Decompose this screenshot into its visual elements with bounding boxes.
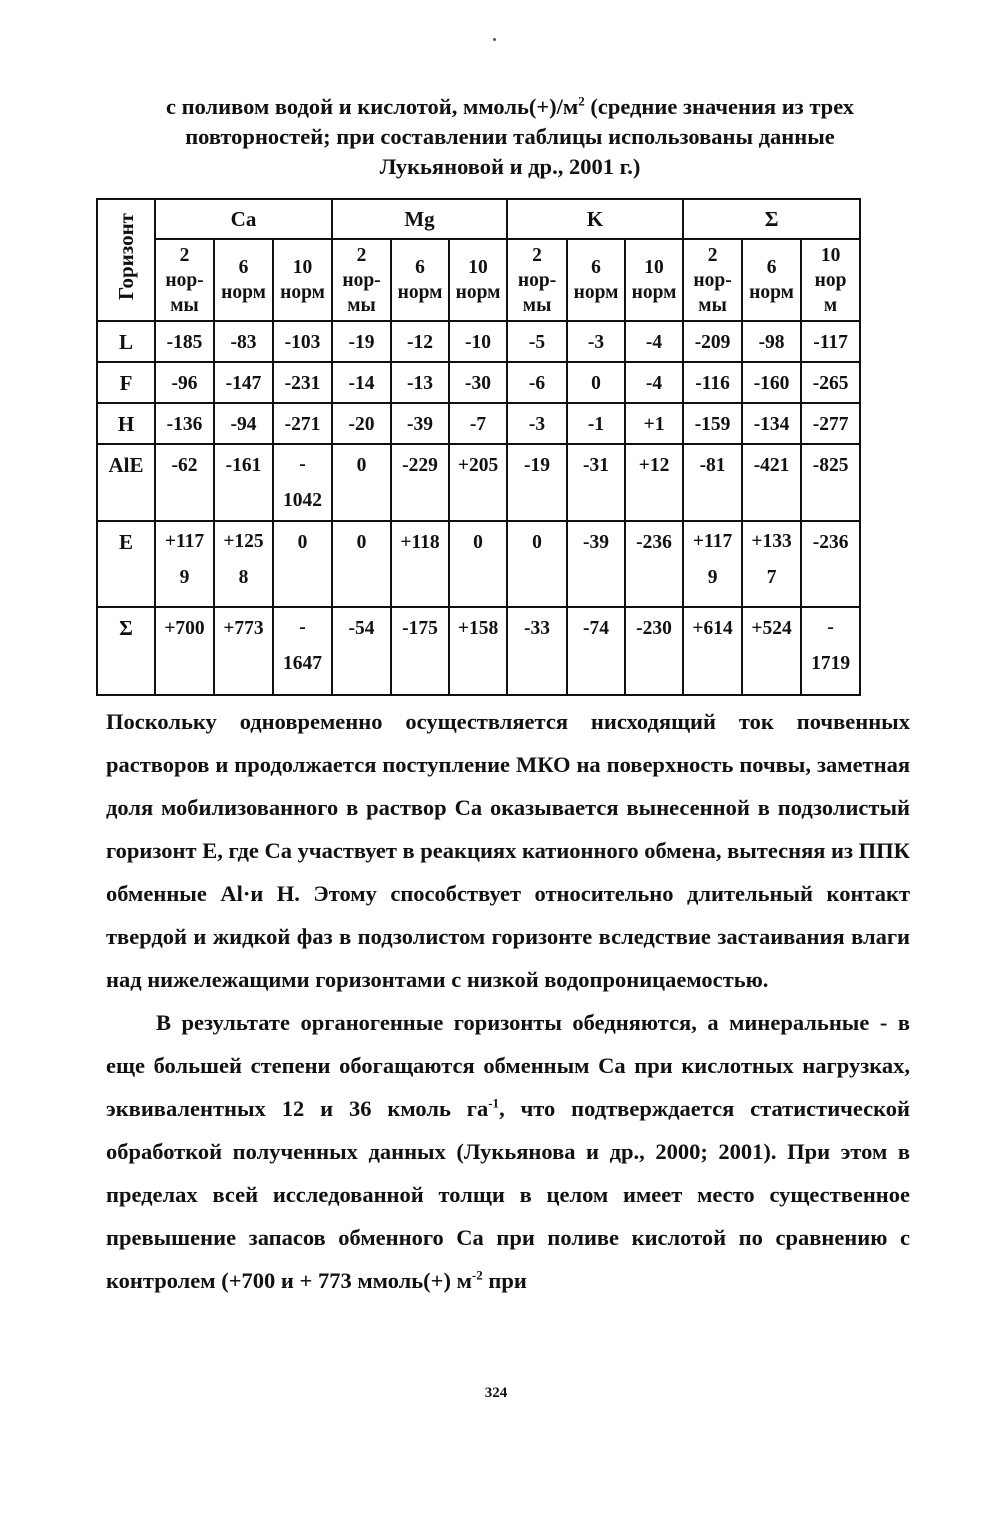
table-cell: - 1719 <box>801 607 860 695</box>
table-cell: +117 9 <box>683 521 742 607</box>
subheader-cell: 2 нор- мы <box>155 239 214 321</box>
subheader-cell: 10 нор м <box>801 239 860 321</box>
table-cell: 0 <box>332 444 391 521</box>
body-text <box>106 700 910 1302</box>
table-cell: -4 <box>625 362 683 403</box>
table-cell: +524 <box>742 607 801 695</box>
table-row <box>97 521 860 607</box>
row-horizon-label: F <box>97 362 155 403</box>
scan-speck <box>493 38 496 41</box>
data-table <box>96 198 861 696</box>
table-cell: -147 <box>214 362 273 403</box>
table-cell: -236 <box>801 521 860 607</box>
table-cell: 0 <box>273 521 332 607</box>
table-cell: +118 <box>391 521 449 607</box>
table-cell: -134 <box>742 403 801 444</box>
table-cell: -83 <box>214 321 273 362</box>
caption-line3: Лукьяновой и др., 2001 г.) <box>379 154 641 179</box>
table-cell: -39 <box>567 521 625 607</box>
table-cell: -3 <box>507 403 567 444</box>
table-cell: -265 <box>801 362 860 403</box>
table-cell: +133 7 <box>742 521 801 607</box>
table-cell: +125 8 <box>214 521 273 607</box>
group-header-ca: Ca <box>155 199 332 239</box>
table-cell: -175 <box>391 607 449 695</box>
subheader-cell: 6 норм <box>567 239 625 321</box>
subheader-cell: 2 нор- мы <box>332 239 391 321</box>
table-row <box>97 362 860 403</box>
corner-header <box>97 199 155 321</box>
paragraph-1: Поскольку одновременно осуществляется нисходящий ток почвенных растворов и продолжается поступление МКО на поверхность почвы, заметная доля мобилизованного в раствор Са оказывается вынесенной в подзолистый горизонт Е, где Са участвует в реакциях катионного обмена, вытесняя из ППК обменные Al·и Н. Этому способствует относительно длительный контакт твердой и жидкой фаз в подзолистом горизонте вследствие застаивания влаги над нижележащими горизонтами с низкой водопроницаемостью. <box>106 709 910 992</box>
subheader-cell: 6 норм <box>391 239 449 321</box>
table-cell: -13 <box>391 362 449 403</box>
table-cell: +12 <box>625 444 683 521</box>
table-cell: -3 <box>567 321 625 362</box>
table-cell: -103 <box>273 321 332 362</box>
table-cell: -277 <box>801 403 860 444</box>
table-cell: -7 <box>449 403 507 444</box>
table-cell: 0 <box>507 521 567 607</box>
table-cell: -31 <box>567 444 625 521</box>
table-cell: -825 <box>801 444 860 521</box>
table-cell: -209 <box>683 321 742 362</box>
table-row <box>97 321 860 362</box>
table-cell: -5 <box>507 321 567 362</box>
table-cell: -14 <box>332 362 391 403</box>
table-cell: -271 <box>273 403 332 444</box>
table-cell: -4 <box>625 321 683 362</box>
table-cell: -236 <box>625 521 683 607</box>
table-cell: -54 <box>332 607 391 695</box>
table-cell: -30 <box>449 362 507 403</box>
table-cell: -159 <box>683 403 742 444</box>
subheader-cell: 2 нор- мы <box>507 239 567 321</box>
group-header-k: K <box>507 199 683 239</box>
table-cell: -230 <box>625 607 683 695</box>
table-cell: -231 <box>273 362 332 403</box>
table-cell: -19 <box>332 321 391 362</box>
table-cell: -94 <box>214 403 273 444</box>
row-horizon-label: H <box>97 403 155 444</box>
table-row <box>97 607 860 695</box>
table-cell: -81 <box>683 444 742 521</box>
table-cell: -12 <box>391 321 449 362</box>
table-cell: -185 <box>155 321 214 362</box>
table-cell: -116 <box>683 362 742 403</box>
subheader-cell: 10 норм <box>449 239 507 321</box>
table-cell: +614 <box>683 607 742 695</box>
group-header-sum: Σ <box>683 199 860 239</box>
table-row <box>97 444 860 521</box>
table-cell: - 1647 <box>273 607 332 695</box>
caption-line1: с поливом водой и кислотой, $ммоль(+)/м^2$ (средние значения из трех <box>166 93 854 119</box>
table-cell: - 1042 <box>273 444 332 521</box>
table-cell: -117 <box>801 321 860 362</box>
table-cell: -160 <box>742 362 801 403</box>
row-horizon-label: Σ <box>97 607 155 695</box>
table-cell: -33 <box>507 607 567 695</box>
table-cell: -96 <box>155 362 214 403</box>
subheader-cell: 6 норм <box>742 239 801 321</box>
corner-label: Горизонт <box>113 213 138 301</box>
table-cell: -161 <box>214 444 273 521</box>
page-number: 324 <box>484 1385 508 1401</box>
table-cell: +1 <box>625 403 683 444</box>
table-cell: -421 <box>742 444 801 521</box>
table-cell: 0 <box>567 362 625 403</box>
table-cell: +117 9 <box>155 521 214 607</box>
table-cell: -6 <box>507 362 567 403</box>
row-horizon-label: E <box>97 521 155 607</box>
table-cell: -229 <box>391 444 449 521</box>
table-cell: +700 <box>155 607 214 695</box>
subheader-cell: 10 норм <box>625 239 683 321</box>
table-cell: -136 <box>155 403 214 444</box>
table-cell: -74 <box>567 607 625 695</box>
paragraph-2: В результате органогенные горизонты обедняются, а минеральные - в еще большей степени обогащаются обменным Са при кислотных нагрузках, эквивалентных 12 и 36 кмоль $га^{-1}$, что подтверждается статистической обработкой полученных данных (Лукьянова и др., 2000; 2001). При этом в пределах всей исследованной толщи в целом имеет место существенное превышение запасов обменного Са при поливе кислотой по сравнению с контролем (+700 и + 773 ммоль(+) $м^{-2}$ при <box>106 1010 910 1293</box>
row-horizon-label: AlE <box>97 444 155 521</box>
group-header-mg: Mg <box>332 199 507 239</box>
subheader-cell: 6 норм <box>214 239 273 321</box>
caption-line2: повторностей; при составлении таблицы использованы данные <box>185 124 835 149</box>
subheader-cell: 10 норм <box>273 239 332 321</box>
table-caption <box>110 92 910 182</box>
table-cell: -1 <box>567 403 625 444</box>
table-cell: -10 <box>449 321 507 362</box>
table-cell: +205 <box>449 444 507 521</box>
table-cell: -39 <box>391 403 449 444</box>
table-cell: 0 <box>449 521 507 607</box>
table-row <box>97 403 860 444</box>
row-horizon-label: L <box>97 321 155 362</box>
table-cell: 0 <box>332 521 391 607</box>
table-cell: -19 <box>507 444 567 521</box>
table-cell: +158 <box>449 607 507 695</box>
table-cell: +773 <box>214 607 273 695</box>
table-cell: -62 <box>155 444 214 521</box>
subheader-cell: 2 нор- мы <box>683 239 742 321</box>
table-cell: -20 <box>332 403 391 444</box>
table-cell: -98 <box>742 321 801 362</box>
